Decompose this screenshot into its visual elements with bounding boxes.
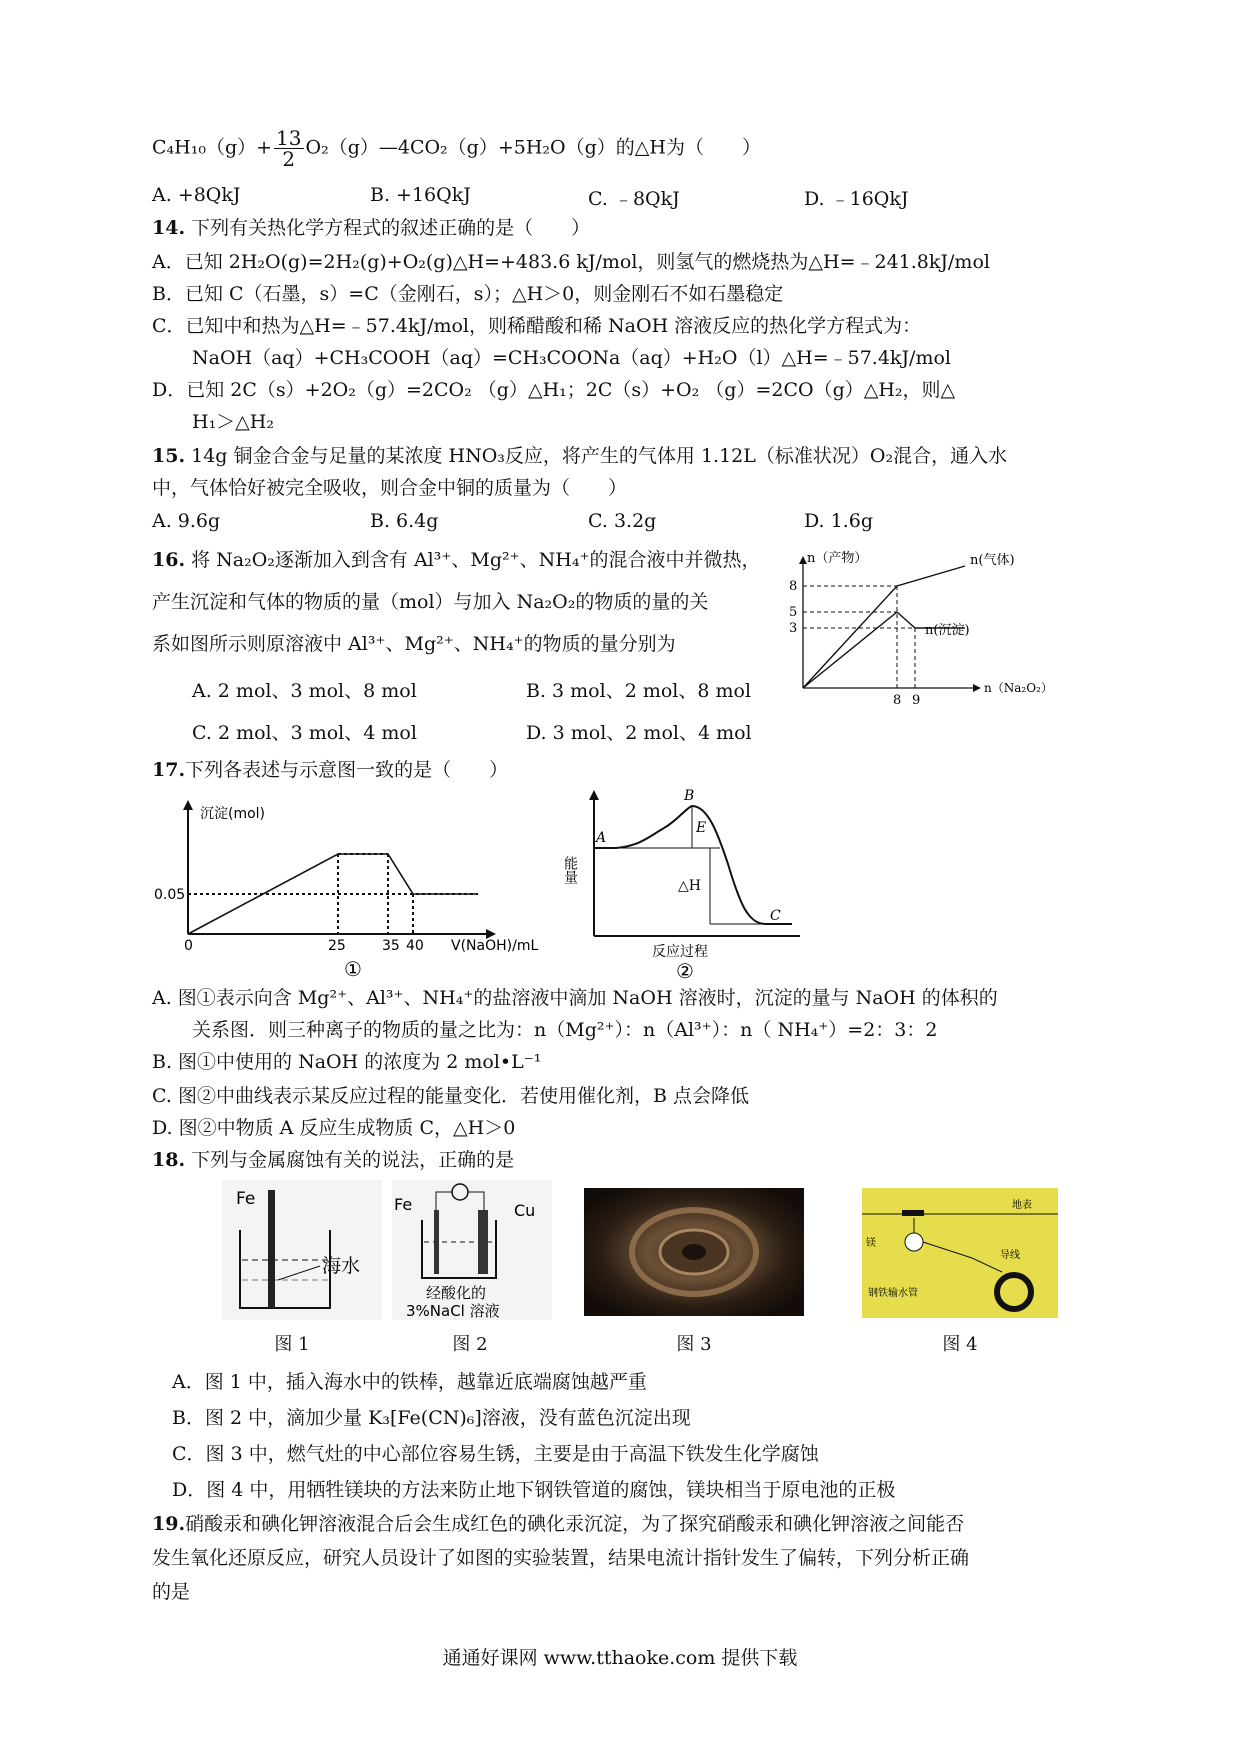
- q18-stem-text: 下列与金属腐蚀有关的说法，正确的是: [191, 1149, 515, 1171]
- q16-chart: [785, 548, 1075, 710]
- q18-f2-fe: Fe: [394, 1195, 413, 1214]
- q19-line1: [152, 1512, 964, 1536]
- q13-eq-tail: O₂（g）—4CO₂（g）+5H₂O（g）的△H为（ ）: [305, 136, 761, 159]
- q16-line1: [152, 548, 761, 572]
- q17-f1-xlabel: V(NaOH)/mL: [451, 938, 539, 954]
- q13-option-b: B. +16QkJ: [370, 184, 471, 206]
- q18-f2-caption: 图 2: [452, 1334, 488, 1355]
- q13-option-d: D. ﹣16QkJ: [804, 188, 909, 210]
- q17-f2-xlabel: 反应过程: [652, 944, 708, 960]
- q18-figure-2: [392, 1180, 552, 1320]
- q17-option-c: C. 图②中曲线表示某反应过程的能量变化．若使用催化剂，B 点会降低: [152, 1085, 749, 1107]
- q17-f2-label-c: C: [770, 908, 781, 924]
- q17-stem: [152, 758, 508, 782]
- q16-xtick-9: 9: [912, 693, 921, 708]
- q18-f4-mg-block: [905, 1233, 923, 1251]
- q17-f1-y005: 0.05: [154, 887, 186, 903]
- q18-f4-ground: 地表: [1012, 1200, 1032, 1211]
- q17-option-b: B. 图①中使用的 NaOH 的浓度为 2 mol•L⁻¹: [152, 1051, 542, 1073]
- q17-figure-2: [560, 784, 810, 984]
- q18-figure-3-photo: [584, 1188, 804, 1316]
- q16-number: 16.: [152, 549, 186, 571]
- q17-figure-1: [148, 794, 568, 984]
- q16-option-c: C. 2 mol、3 mol、4 mol: [192, 722, 417, 744]
- q17-f2-y-arrow: [589, 790, 599, 800]
- q17-f1-xtick-35: 35: [382, 938, 400, 954]
- q19-line3: 的是: [152, 1581, 191, 1603]
- q16-y-arrow: [799, 556, 807, 564]
- q14-option-d-line1: D．已知 2C（s）+2O₂（g）=2CO₂ （g）△H₁；2C（s）+O₂ （g）=2CO（g）△H₂，则△: [152, 379, 956, 401]
- q16-ppt-label: n(沉淀): [925, 623, 970, 638]
- q13-equation: [152, 128, 761, 169]
- q14-number: 14.: [152, 217, 186, 239]
- q16-option-d: D. 3 mol、2 mol、4 mol: [526, 722, 752, 744]
- q16-line2: 产生沉淀和气体的物质的量（mol）与加入 Na₂O₂的物质的量的关: [152, 591, 709, 613]
- q14-option-c-line2: NaOH（aq）+CH₃COOH（aq）=CH₃COONa（aq）+H₂O（l）△H=﹣57.4kJ/mol: [192, 347, 951, 369]
- q16-line1-text: 将 Na₂O₂逐渐加入到含有 Al³⁺、Mg²⁺、NH₄⁺的混合液中并微热，: [191, 549, 761, 571]
- q18-f1-water: 海水: [322, 1255, 361, 1277]
- q16-x-arrow: [973, 684, 981, 692]
- q16-xlabel: n（Na₂O₂）: [984, 681, 1053, 695]
- q13-option-a: A. +8QkJ: [152, 184, 241, 206]
- q15-option-a: A. 9.6g: [152, 510, 221, 532]
- q18-f3-burner-hole: [682, 1244, 706, 1260]
- q17-f1-xtick-25: 25: [328, 938, 346, 954]
- q14-option-a: A．已知 2H₂O(g)=2H₂(g)+O₂(g)△H=+483.6 kJ/mol，则氢气的燃烧热为△H=﹣241.8kJ/mol: [152, 251, 990, 273]
- q18-f2-cu: Cu: [514, 1201, 536, 1220]
- q18-f2-sol2: 3%NaCl 溶液: [406, 1302, 500, 1320]
- q13-eq-lead: C₄H₁₀（g）+: [152, 136, 273, 159]
- page-footer: 通通好课网 www.tthaoke.com 提供下载: [442, 1647, 798, 1669]
- q14-option-d-line2: H₁＞△H₂: [192, 411, 274, 433]
- q18-f1-iron-rod: [268, 1190, 275, 1308]
- q17-f2-label-dh: △H: [678, 878, 701, 894]
- q13-fraction: [274, 128, 303, 169]
- q16-line3: 系如图所示则原溶液中 Al³⁺、Mg²⁺、NH₄⁺的物质的量分别为: [152, 633, 676, 655]
- q16-option-b: B. 3 mol、2 mol、8 mol: [526, 680, 752, 702]
- q13-frac-num: 13: [276, 126, 302, 150]
- q18-f4-marker: [902, 1210, 924, 1216]
- q16-gas-label: n(气体): [970, 553, 1015, 568]
- q17-f1-caption: ①: [344, 957, 362, 981]
- q17-f2-label-b: B: [684, 788, 695, 804]
- q17-option-d: D. 图②中物质 A 反应生成物质 C，△H＞0: [152, 1117, 516, 1139]
- q17-f2-label-a: A: [596, 830, 607, 846]
- q16-xtick-8: 8: [893, 693, 902, 708]
- q14-option-b: B．已知 C（石墨，s）=C（金刚石，s）；△H＞0，则金刚石不如石墨稳定: [152, 283, 784, 305]
- q17-stem-text: 下列各表述与示意图一致的是（ ）: [185, 759, 509, 781]
- q18-f4-caption: 图 4: [942, 1334, 978, 1355]
- q17-option-a-line1: A. 图①表示向含 Mg²⁺、Al³⁺、NH₄⁺的盐溶液中滴加 NaOH 溶液时，沉淀的量与 NaOH 的体积的: [152, 987, 998, 1009]
- q14-option-c-line1: C．已知中和热为△H=﹣57.4kJ/mol，则稀醋酸和稀 NaOH 溶液反应的热化学方程式为：: [152, 315, 922, 337]
- q18-f3-caption: 图 3: [676, 1334, 712, 1355]
- q18-f4-pipe-label: 钢铁输水管: [868, 1288, 918, 1299]
- q18-figure-4: [862, 1188, 1058, 1318]
- q17-number: 17.: [152, 759, 186, 781]
- q17-f1-y-arrow: [183, 800, 193, 810]
- q17-f1-ylabel: 沉淀(mol): [200, 806, 266, 822]
- q18-f4-mg: 镁: [866, 1238, 876, 1249]
- q18-stem: [152, 1148, 514, 1172]
- q17-f2-ylabel: 能量: [562, 856, 578, 884]
- q17-f2-label-e: E: [696, 820, 707, 836]
- q18-option-c: C．图 3 中，燃气灶的中心部位容易生锈，主要是由于高温下铁发生化学腐蚀: [172, 1443, 819, 1465]
- q17-f2-energy-curve: [594, 806, 792, 924]
- q17-f2-caption: ②: [676, 959, 694, 983]
- q13-option-c: C. ﹣8QkJ: [588, 188, 680, 210]
- q15-option-c: C. 3.2g: [588, 510, 657, 532]
- q14-stem-text: 下列有关热化学方程式的叙述正确的是（ ）: [191, 217, 591, 239]
- q18-f2-cu-electrode: [478, 1210, 488, 1274]
- q18-f1-caption: 图 1: [274, 1334, 310, 1355]
- q15-number: 15.: [152, 445, 186, 467]
- q15-option-b: B. 6.4g: [370, 510, 439, 532]
- q17-option-a-line2: 关系图．则三种离子的物质的量之比为：n（Mg²⁺）：n（Al³⁺）：n（ NH₄⁺）=2：3：2: [192, 1019, 938, 1041]
- q18-f1-fe: Fe: [236, 1189, 256, 1209]
- q18-number: 18.: [152, 1149, 186, 1171]
- q15-option-d: D. 1.6g: [804, 510, 874, 532]
- q17-f1-xtick-40: 40: [406, 938, 424, 954]
- q18-option-d: D．图 4 中，用牺牲镁块的方法来防止地下钢铁管道的腐蚀，镁块相当于原电池的正极: [172, 1479, 896, 1501]
- q16-ytick-3: 3: [789, 621, 798, 636]
- q19-number: 19.: [152, 1513, 186, 1535]
- q18-f2-sol1: 经酸化的: [426, 1284, 487, 1302]
- q16-option-a: A. 2 mol、3 mol、8 mol: [192, 680, 417, 702]
- q14-stem: [152, 216, 590, 240]
- q15-line1-text: 14g 铜金合金与足量的某浓度 HNO₃反应，将产生的气体用 1.12L（标准状况）O₂混合，通入水: [191, 445, 1008, 467]
- q18-option-a: A．图 1 中，插入海水中的铁棒，越靠近底端腐蚀越严重: [172, 1371, 647, 1393]
- q19-line2: 发生氧化还原反应，研究人员设计了如图的实验装置，结果电流计指针发生了偏转，下列分析正确: [152, 1547, 970, 1569]
- q18-option-b: B．图 2 中，滴加少量 K₃[Fe(CN)₆]溶液，没有蓝色沉淀出现: [172, 1407, 691, 1429]
- q18-f2-fe-electrode: [434, 1210, 439, 1274]
- q16-ytick-5: 5: [789, 605, 798, 620]
- q15-line1: [152, 444, 1007, 468]
- q19-line1-text: 硝酸汞和碘化钾溶液混合后会生成红色的碘化汞沉淀，为了探究硝酸汞和碘化钾溶液之间能否: [185, 1513, 965, 1535]
- q18-figure-1: [222, 1180, 382, 1320]
- q13-frac-den: 2: [282, 147, 296, 171]
- q15-line2: 中，气体恰好被完全吸收，则合金中铜的质量为（ ）: [152, 477, 628, 499]
- q18-f4-wire: 导线: [1000, 1250, 1020, 1261]
- q16-ytick-8: 8: [789, 579, 798, 594]
- q17-f1-origin: 0: [184, 938, 193, 954]
- q16-ylabel: n（产物）: [807, 551, 868, 566]
